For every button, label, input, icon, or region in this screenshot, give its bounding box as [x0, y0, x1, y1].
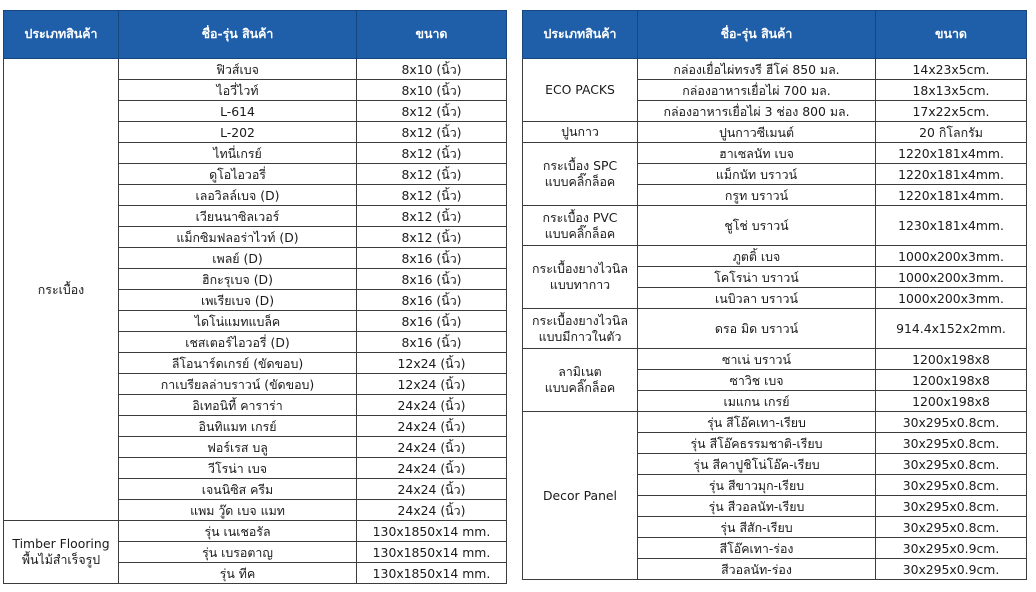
product-name-cell: สีวอลนัท-ร่อง [638, 559, 876, 580]
size-cell: 8x12 (นิ้ว) [357, 206, 507, 227]
product-name-cell: วีโรน่า เบจ [119, 458, 357, 479]
table-row [523, 59, 1027, 80]
size-cell: 30x295x0.8cm. [876, 412, 1027, 433]
size-cell: 8x16 (นิ้ว) [357, 311, 507, 332]
product-name-cell: ฮิกะรุเบจ (D) [119, 269, 357, 290]
size-cell: 8x16 (นิ้ว) [357, 269, 507, 290]
product-name-cell: เพลย์ (D) [119, 248, 357, 269]
size-cell: 1200x198x8 [876, 391, 1027, 412]
size-cell: 30x295x0.9cm. [876, 538, 1027, 559]
table-row [523, 206, 1027, 246]
product-name-cell: รุ่น สีโอ๊คธรรมชาติ-เรียบ [638, 433, 876, 454]
product-name-cell: รุ่น สีวอลนัท-เรียบ [638, 496, 876, 517]
category-cell: ลามิเนต แบบคลิ๊กล็อค [523, 349, 638, 412]
product-table-right [522, 10, 1027, 580]
product-name-cell: เลอวิลล์เบจ (D) [119, 185, 357, 206]
product-name-cell: รุ่น ทีค [119, 563, 357, 584]
size-cell: 8x16 (นิ้ว) [357, 248, 507, 269]
product-name-cell: เนบิวลา บราวน์ [638, 288, 876, 309]
category-cell: ปูนกาว [523, 122, 638, 143]
header-category: ประเภทสินค้า [523, 11, 638, 59]
size-cell: 30x295x0.8cm. [876, 496, 1027, 517]
size-cell: 8x12 (นิ้ว) [357, 122, 507, 143]
size-cell: 1000x200x3mm. [876, 288, 1027, 309]
size-cell: 1000x200x3mm. [876, 246, 1027, 267]
table-header-row [4, 11, 507, 59]
product-name-cell: กล่องเยื่อไผ่ทรงรี ฮีโค่ 850 มล. [638, 59, 876, 80]
product-name-cell: กล่องอาหารเยื่อไผ่ 3 ช่อง 800 มล. [638, 101, 876, 122]
size-cell: 130x1850x14 mm. [357, 563, 507, 584]
size-cell: 130x1850x14 mm. [357, 542, 507, 563]
table-header-row [523, 11, 1027, 59]
product-name-cell: ฟอร์เรส บลู [119, 437, 357, 458]
product-name-cell: L-614 [119, 101, 357, 122]
product-name-cell: รุ่น สีคาปูชิโน่โอ๊ค-เรียบ [638, 454, 876, 475]
size-cell: 914.4x152x2mm. [876, 309, 1027, 349]
product-name-cell: รุ่น สีสัก-เรียบ [638, 517, 876, 538]
product-name-cell: ซาวิช เบจ [638, 370, 876, 391]
table-row [523, 122, 1027, 143]
product-name-cell: L-202 [119, 122, 357, 143]
product-name-cell: สีโอ๊คเทา-ร่อง [638, 538, 876, 559]
size-cell: 8x10 (นิ้ว) [357, 59, 507, 80]
size-cell: 30x295x0.8cm. [876, 517, 1027, 538]
category-cell: กระเบื้อง [4, 59, 119, 521]
size-cell: 8x16 (นิ้ว) [357, 290, 507, 311]
header-size: ขนาด [876, 11, 1027, 59]
size-cell: 17x22x5cm. [876, 101, 1027, 122]
product-name-cell: ชูโช่ บราวน์ [638, 206, 876, 246]
product-name-cell: กรูท บราวน์ [638, 185, 876, 206]
size-cell: 30x295x0.9cm. [876, 559, 1027, 580]
product-name-cell: โคโรน่า บราวน์ [638, 267, 876, 288]
size-cell: 8x16 (นิ้ว) [357, 332, 507, 353]
category-cell: กระเบื้อง SPC แบบคลิ๊กล็อค [523, 143, 638, 206]
product-name-cell: เมแกน เกรย์ [638, 391, 876, 412]
product-name-cell: รุ่น สีโอ๊คเทา-เรียบ [638, 412, 876, 433]
product-name-cell: รุ่น เบรอตาญ [119, 542, 357, 563]
size-cell: 30x295x0.8cm. [876, 454, 1027, 475]
table-row [4, 59, 507, 80]
table-row [523, 143, 1027, 164]
header-size: ขนาด [357, 11, 507, 59]
size-cell: 8x12 (นิ้ว) [357, 185, 507, 206]
size-cell: 8x12 (นิ้ว) [357, 143, 507, 164]
product-name-cell: ภูตติ้ เบจ [638, 246, 876, 267]
size-cell: 24x24 (นิ้ว) [357, 416, 507, 437]
header-product-name: ชื่อ-รุ่น สินค้า [638, 11, 876, 59]
size-cell: 8x12 (นิ้ว) [357, 164, 507, 185]
size-cell: 1200x198x8 [876, 349, 1027, 370]
product-name-cell: ดรอ มิด บราวน์ [638, 309, 876, 349]
product-name-cell: กล่องอาหารเยื่อไผ่ 700 มล. [638, 80, 876, 101]
table-row [4, 521, 507, 542]
product-name-cell: ไดโน่แมทแบล็ค [119, 311, 357, 332]
size-cell: 1220x181x4mm. [876, 164, 1027, 185]
size-cell: 8x10 (นิ้ว) [357, 80, 507, 101]
product-name-cell: แม็กนัท บราวน์ [638, 164, 876, 185]
product-name-cell: ลีโอนาร์ดเกรย์ (ขัดขอบ) [119, 353, 357, 374]
table-row [523, 309, 1027, 349]
product-name-cell: กาเบรียลล่าบราวน์ (ขัดขอบ) [119, 374, 357, 395]
category-cell: ECO PACKS [523, 59, 638, 122]
header-product-name: ชื่อ-รุ่น สินค้า [119, 11, 357, 59]
product-name-cell: เชสเตอร์ไอวอรี่ (D) [119, 332, 357, 353]
product-name-cell: รุ่น เนเชอรัล [119, 521, 357, 542]
product-name-cell: อิเทอนิที้ คาราร่า [119, 395, 357, 416]
product-name-cell: ซาเน่ บราวน์ [638, 349, 876, 370]
category-cell: กระเบื้อง PVC แบบคลิ๊กล็อค [523, 206, 638, 246]
category-cell: กระเบื้องยางไวนิล แบบมีกาวในตัว [523, 309, 638, 349]
product-name-cell: ปูนกาวซีเมนต์ [638, 122, 876, 143]
product-name-cell: รุ่น สีขาวมุก-เรียบ [638, 475, 876, 496]
size-cell: 24x24 (นิ้ว) [357, 437, 507, 458]
product-name-cell: แพม วู๊ด เบจ แมท [119, 500, 357, 521]
size-cell: 24x24 (นิ้ว) [357, 395, 507, 416]
size-cell: 12x24 (นิ้ว) [357, 353, 507, 374]
product-name-cell: ไอวี่ไวท์ [119, 80, 357, 101]
size-cell: 24x24 (นิ้ว) [357, 458, 507, 479]
category-cell: Decor Panel [523, 412, 638, 580]
size-cell: 24x24 (นิ้ว) [357, 500, 507, 521]
product-name-cell: ฟิวส์เบจ [119, 59, 357, 80]
category-cell: กระเบื้องยางไวนิล แบบทากาว [523, 246, 638, 309]
size-cell: 1200x198x8 [876, 370, 1027, 391]
size-cell: 24x24 (นิ้ว) [357, 479, 507, 500]
size-cell: 130x1850x14 mm. [357, 521, 507, 542]
product-name-cell: ฮาเซลนัท เบจ [638, 143, 876, 164]
product-name-cell: เจนนิซิส ครีม [119, 479, 357, 500]
product-table-left [3, 10, 507, 584]
size-cell: 20 กิโลกรัม [876, 122, 1027, 143]
header-category: ประเภทสินค้า [4, 11, 119, 59]
size-cell: 1230x181x4mm. [876, 206, 1027, 246]
table-row [523, 349, 1027, 370]
size-cell: 12x24 (นิ้ว) [357, 374, 507, 395]
size-cell: 18x13x5cm. [876, 80, 1027, 101]
product-name-cell: ไทนี่เกรย์ [119, 143, 357, 164]
size-cell: 30x295x0.8cm. [876, 433, 1027, 454]
product-name-cell: เวียนนาซิลเวอร์ [119, 206, 357, 227]
size-cell: 30x295x0.8cm. [876, 475, 1027, 496]
product-name-cell: เพเรียเบจ (D) [119, 290, 357, 311]
size-cell: 1220x181x4mm. [876, 185, 1027, 206]
product-name-cell: ดูโอไอวอรี่ [119, 164, 357, 185]
size-cell: 1000x200x3mm. [876, 267, 1027, 288]
table-row [523, 246, 1027, 267]
table-row [523, 412, 1027, 433]
product-name-cell: แม็กซิมฟลอร่าไวท์ (D) [119, 227, 357, 248]
size-cell: 14x23x5cm. [876, 59, 1027, 80]
size-cell: 1220x181x4mm. [876, 143, 1027, 164]
product-name-cell: อินทิแมท เกรย์ [119, 416, 357, 437]
size-cell: 8x12 (นิ้ว) [357, 227, 507, 248]
size-cell: 8x12 (นิ้ว) [357, 101, 507, 122]
category-cell: Timber Flooring พื้นไม้สำเร็จรูป [4, 521, 119, 584]
